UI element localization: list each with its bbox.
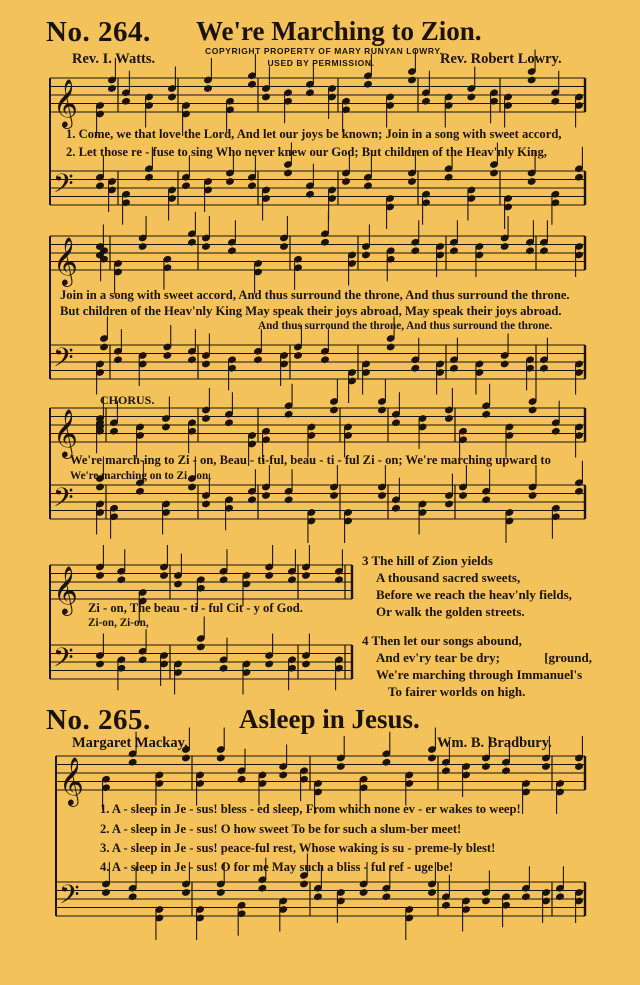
verse-4-line-4: To fairer worlds on high. bbox=[388, 684, 526, 699]
note-head bbox=[362, 251, 371, 259]
hymn-265-verse-4: 4. A - sleep in Je - sus! O for me May such a bliss - ful ref - uge be! bbox=[100, 860, 454, 874]
hymn-264-title: We're Marching to Zion. bbox=[196, 16, 482, 46]
note-head bbox=[102, 889, 111, 897]
hymn-265-composer: Wm. B. Bradbury. bbox=[437, 735, 552, 751]
note-head bbox=[188, 483, 197, 491]
note-head bbox=[500, 360, 509, 368]
note-head bbox=[527, 178, 536, 186]
bass-clef-icon: 𝄢 bbox=[53, 481, 74, 520]
copyright-line-1: COPYRIGHT PROPERTY OF MARY RUNYAN LOWRY. bbox=[205, 46, 443, 56]
verse-3 bbox=[362, 552, 572, 620]
note-head bbox=[482, 897, 491, 905]
note-head bbox=[330, 406, 339, 414]
note-head bbox=[280, 243, 289, 251]
note-head bbox=[100, 343, 109, 351]
note-head bbox=[216, 754, 225, 762]
hymn-265-title: Asleep in Jesus. bbox=[239, 704, 420, 734]
note-head bbox=[428, 754, 437, 762]
note-head bbox=[202, 360, 211, 368]
note-head bbox=[216, 889, 225, 897]
treble-clef-icon: 𝄞 bbox=[59, 756, 84, 805]
note-head bbox=[96, 660, 105, 668]
note-head bbox=[527, 76, 536, 84]
note-head bbox=[378, 406, 387, 414]
system3-bass-lyrics: We're marching on to Zi - on, bbox=[70, 470, 211, 482]
note-head bbox=[265, 572, 274, 580]
note-head bbox=[445, 415, 454, 423]
note-head bbox=[500, 243, 509, 251]
note-head bbox=[182, 889, 191, 897]
verse-3-line-2: A thousand sacred sweets, bbox=[376, 570, 521, 585]
verse-4-line-3: We're marching through Immanuel's bbox=[376, 667, 583, 682]
note-head bbox=[408, 76, 417, 84]
note-head bbox=[160, 572, 169, 580]
treble-clef-icon: 𝄞 bbox=[53, 408, 78, 457]
hymn-264-lyricist: Rev. I. Watts. bbox=[72, 51, 156, 67]
verse-4 bbox=[362, 632, 592, 700]
hymn-265-verse-2: 2. A - sleep in Je - sus! O how sweet To be for such a slum-ber meet! bbox=[100, 822, 462, 836]
verse-3-line-3: Before we reach the heav'nly fields, bbox=[376, 587, 572, 602]
note-head bbox=[226, 178, 235, 186]
bass-clef-icon: 𝄢 bbox=[53, 341, 74, 380]
verse-4-line-2-text: And ev'ry tear be dry; bbox=[376, 650, 500, 665]
note-head bbox=[108, 85, 117, 93]
note-head bbox=[359, 889, 368, 897]
treble-clef-icon: 𝄞 bbox=[53, 236, 78, 285]
note-head bbox=[162, 423, 171, 431]
note-head bbox=[174, 580, 183, 588]
note-head bbox=[96, 572, 105, 580]
system2-verse1-lyrics: Join in a song with sweet accord, And thus surround the throne, And thus surround the throne. bbox=[60, 288, 570, 302]
note-head bbox=[168, 93, 177, 101]
note-head bbox=[284, 169, 293, 177]
system1-verse2-lyrics: 2. Let those re - fuse to sing Who never knew our God; But children of the Heav'nly King, bbox=[66, 145, 547, 159]
note-head bbox=[330, 492, 339, 500]
note-head bbox=[204, 85, 213, 93]
note-head bbox=[467, 93, 476, 101]
verse-4-line-2 bbox=[362, 649, 592, 666]
note-head bbox=[302, 660, 311, 668]
note-head bbox=[378, 492, 387, 500]
note-head bbox=[262, 93, 271, 101]
verse-4-line-2-overflow: [ground, bbox=[544, 650, 592, 665]
note-head bbox=[279, 771, 288, 779]
system2-verse2-lyrics: But children of the Heav'nly King May speak their joys abroad, May speak their joys abroad. bbox=[60, 304, 562, 318]
note-head bbox=[428, 889, 437, 897]
note-head bbox=[96, 483, 105, 491]
hymn-264-composer: Rev. Robert Lowry. bbox=[440, 51, 562, 67]
hymn-264-number: No. 264. bbox=[46, 16, 151, 48]
system2-bass-lyrics: And thus surround the throne, And thus surround the throne. bbox=[258, 320, 553, 332]
hymn-265-number: No. 265. bbox=[46, 704, 151, 736]
system4-treble-lyrics: Zi - on, The beau - ti - ful Cit - y of God. bbox=[88, 601, 303, 615]
note-head bbox=[408, 178, 417, 186]
note-head bbox=[294, 352, 303, 360]
bass-clef-icon: 𝄢 bbox=[53, 641, 74, 680]
note-head bbox=[528, 492, 537, 500]
note-head bbox=[490, 169, 499, 177]
note-head bbox=[262, 492, 271, 500]
note-head bbox=[445, 500, 454, 508]
note-head bbox=[265, 660, 274, 668]
note-head bbox=[482, 763, 491, 771]
system1-verse1-lyrics: 1. Come, we that love the Lord, And let our joys be known; Join in a song with sweet accord, bbox=[66, 127, 562, 141]
note-head bbox=[202, 500, 211, 508]
note-head bbox=[386, 343, 395, 351]
hymn-265-verse-1: 1. A - sleep in Je - sus! bless - ed sleep, From which none ev - er wakes to weep! bbox=[100, 802, 521, 816]
bass-clef-icon: 𝄢 bbox=[59, 878, 80, 917]
verse-3-line-1: 3 The hill of Zion yields bbox=[362, 553, 493, 568]
hymn-265-verse-3: 3. A - sleep in Je - sus! peace-ful rest, Whose waking is su - preme-ly blest! bbox=[100, 841, 496, 855]
note-head bbox=[300, 880, 309, 888]
note-head bbox=[202, 415, 211, 423]
note-head bbox=[196, 643, 205, 651]
bass-clef-icon: 𝄢 bbox=[53, 167, 74, 206]
note-head bbox=[459, 492, 468, 500]
note-head bbox=[138, 243, 147, 251]
copyright-line-2: USED BY PERMISSION. bbox=[267, 58, 375, 68]
treble-clef-icon: 𝄞 bbox=[53, 78, 78, 127]
hymn-265-lyricist: Margaret Mackay. bbox=[72, 735, 188, 751]
note-head bbox=[336, 763, 345, 771]
note-head bbox=[202, 243, 211, 251]
system3-treble-lyrics: We're march-ing to Zi - on, Beau - ti-ful, beau - ti - ful Zi - on; We're marching upward to bbox=[70, 453, 551, 467]
chorus-label: CHORUS. bbox=[100, 393, 155, 407]
system4-bass-lyrics: Zi-on, Zi-on, bbox=[88, 617, 149, 629]
treble-clef-icon: 𝄞 bbox=[53, 565, 78, 614]
verse-4-line-1: 4 Then let our songs abound, bbox=[362, 633, 522, 648]
note-head bbox=[528, 406, 537, 414]
note-head bbox=[182, 754, 191, 762]
note-head bbox=[163, 352, 172, 360]
note-head bbox=[342, 178, 351, 186]
note-head bbox=[575, 763, 584, 771]
verse-3-line-4: Or walk the golden streets. bbox=[376, 604, 525, 619]
note-head bbox=[302, 572, 311, 580]
note-head bbox=[542, 763, 551, 771]
